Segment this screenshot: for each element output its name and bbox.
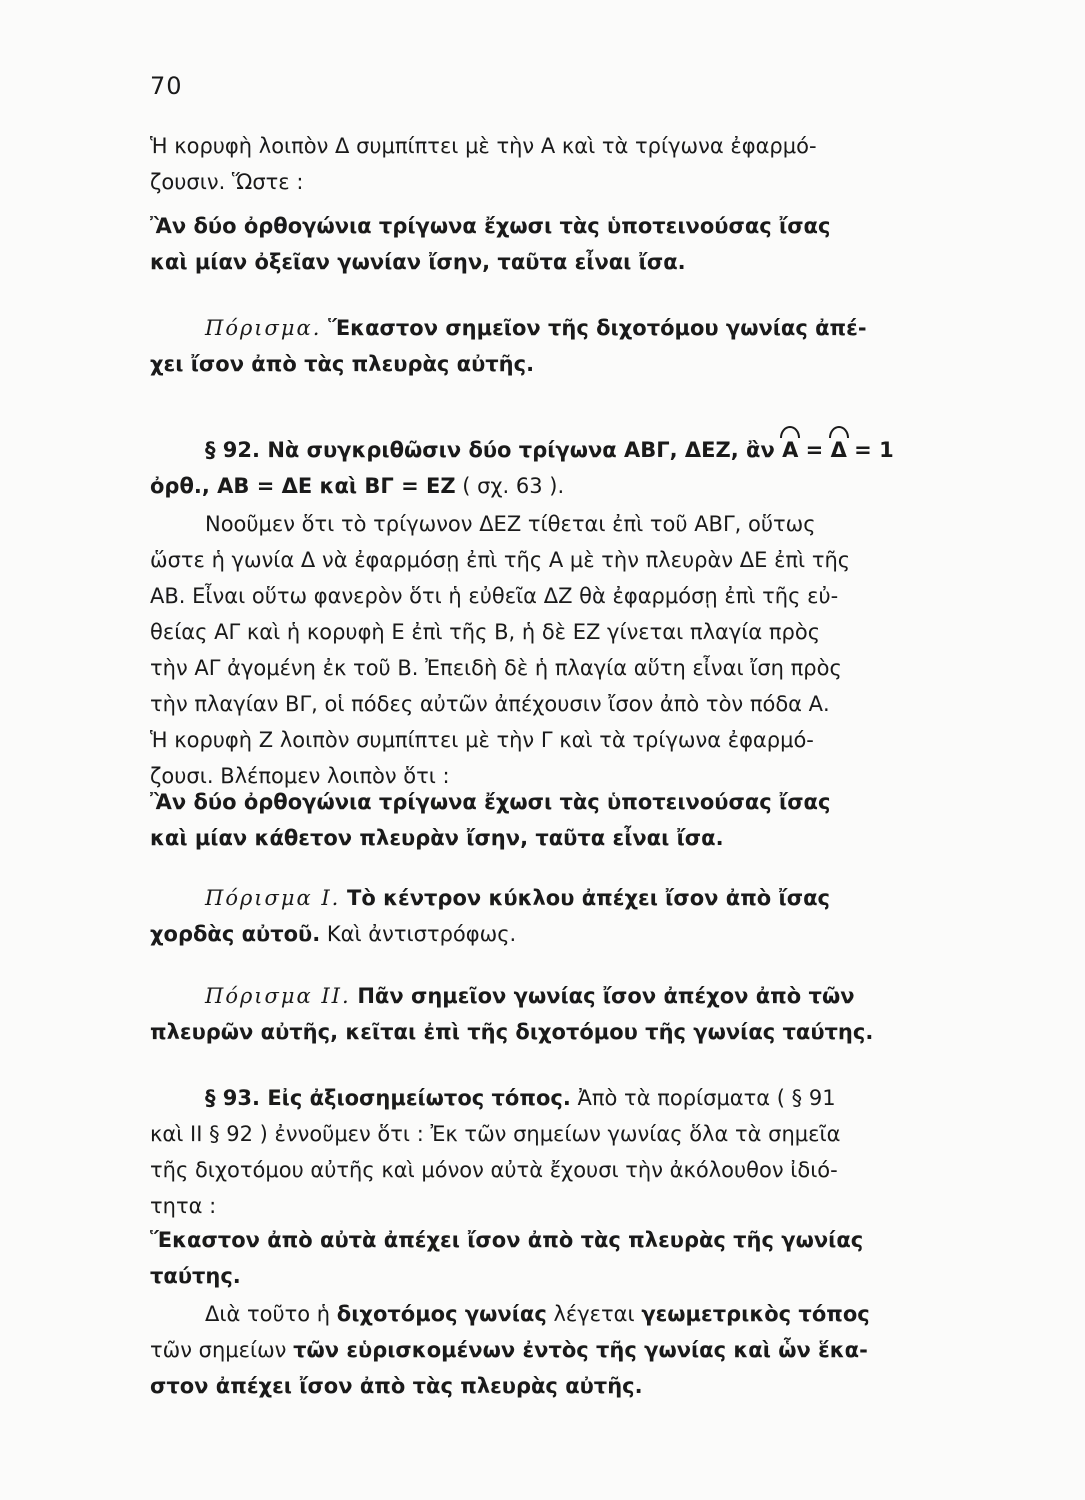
equals-sign: = bbox=[805, 438, 824, 462]
text-line: Ἡ κορυφὴ λοιπὸν Δ συμπίπτει μὲ τὴν Α καὶ τὰ τρίγωνα ἐφαρμό- bbox=[150, 134, 817, 158]
paragraph-proof bbox=[150, 506, 992, 794]
text-line: τὴν ΑΓ ἀγομένη ἐκ τοῦ Β. Ἐπειδὴ δὲ ἡ πλαγία αὕτη εἶναι ἴση πρὸς bbox=[150, 656, 842, 680]
text-line: θείας ΑΓ καὶ ἡ κορυφὴ Ε ἐπὶ τῆς Β, ἡ δὲ ΕΖ γίνεται πλαγία πρὸς bbox=[150, 620, 821, 644]
text-line: ζουσιν. Ὥστε : bbox=[150, 170, 304, 194]
text-line: ΑΒ. Εἶναι οὕτω φανερὸν ὅτι ἡ εὐθεῖα ΔΖ θὰ ἐφαρμόσῃ ἐπὶ τῆς εὐ- bbox=[150, 584, 839, 608]
page-number: 70 bbox=[150, 72, 183, 100]
text-line: τῆς διχοτόμου αὐτῆς καὶ μόνον αὐτὰ ἔχουσι τὴν ἀκόλουθον ἰδιό- bbox=[150, 1158, 838, 1182]
text-line: τὴν πλαγίαν ΒΓ, οἱ πόδες αὐτῶν ἀπέχουσιν ἴσον ἀπὸ τὸν πόδα Α. bbox=[150, 692, 830, 716]
angle-d: Δ bbox=[830, 438, 847, 462]
corollary-1 bbox=[150, 880, 992, 952]
text-line: Ἕκαστον ἀπὸ αὐτὰ ἀπέχει ἴσον ἀπὸ τὰς πλευρὰς τῆς γωνίας bbox=[150, 1228, 864, 1252]
text-segment: τῶν εὑρισκομένων ἐντὸς τῆς γωνίας καὶ ὧν ἕκα- bbox=[293, 1338, 868, 1362]
text-line: καὶ μίαν κάθετον πλευρὰν ἴσην, ταῦτα εἶναι ἴσα. bbox=[150, 826, 724, 850]
text-line: πλευρῶν αὐτῆς, κεῖται ἐπὶ τῆς διχοτόμου τῆς γωνίας ταύτης. bbox=[150, 1020, 874, 1044]
text-line: Ἕκαστον σημεῖον τῆς διχοτόμου γωνίας ἀπέ- bbox=[328, 316, 867, 340]
text-line: Πᾶν σημεῖον γωνίας ἴσον ἀπέχον ἀπὸ τῶν bbox=[357, 984, 855, 1008]
section-92-title: § 92. Νὰ συγκριθῶσιν δύο τρίγωνα ΑΒΓ, ΔΕΖ, ἂν bbox=[205, 438, 775, 462]
corollary-label: Πόρισμα. bbox=[205, 316, 322, 340]
text-line: ταύτης. bbox=[150, 1264, 241, 1288]
text-line: Ἂν δύο ὀρθογώνια τρίγωνα ἔχωσι τὰς ὑποτεινούσας ἴσας bbox=[150, 214, 831, 238]
corollary-label: Πόρισμα Ι. bbox=[205, 886, 341, 910]
section-93 bbox=[150, 1080, 992, 1224]
text-line: καὶ μίαν ὀξεῖαν γωνίαν ἴσην, ταῦτα εἶναι ἴσα. bbox=[150, 250, 686, 274]
text-line: καὶ ΙΙ § 92 ) ἐννοῦμεν ὅτι : Ἐκ τῶν σημείων γωνίας ὅλα τὰ σημεῖα bbox=[150, 1122, 841, 1146]
text-segment: λέγεται bbox=[553, 1302, 635, 1326]
text-segment: Διὰ τοῦτο ἡ bbox=[205, 1302, 331, 1326]
paragraph-locus bbox=[150, 1296, 992, 1404]
text-line: Ἡ κορυφὴ Ζ λοιπὸν συμπίπτει μὲ τὴν Γ καὶ τὰ τρίγωνα ἐφαρμό- bbox=[150, 728, 814, 752]
text-line: Νοοῦμεν ὅτι τὸ τρίγωνον ΔΕΖ τίθεται ἐπὶ τοῦ ΑΒΓ, οὕτως bbox=[205, 512, 816, 536]
text-line: τητα : bbox=[150, 1194, 217, 1218]
text-segment: τῶν σημείων bbox=[150, 1338, 287, 1362]
conditions: ὀρθ., ΑΒ = ΔΕ καὶ ΒΓ = ΕΖ bbox=[150, 474, 456, 498]
text-line: Τὸ κέντρον κύκλου ἀπέχει ἴσον ἀπὸ ἴσας bbox=[347, 886, 830, 910]
corollary-label: Πόρισμα ΙΙ. bbox=[205, 984, 351, 1008]
theorem-2 bbox=[150, 784, 992, 856]
text-segment: διχοτόμος γωνίας bbox=[336, 1302, 547, 1326]
theorem-3 bbox=[150, 1222, 992, 1294]
text-line: ὥστε ἡ γωνία Δ νὰ ἐφαρμόσῃ ἐπὶ τῆς Α μὲ τὴν πλευρὰν ΔΕ ἐπὶ τῆς bbox=[150, 548, 851, 572]
corollary-2 bbox=[150, 978, 992, 1050]
text-line: στον ἀπέχει ἴσον ἀπὸ τὰς πλευρὰς αὐτῆς. bbox=[150, 1374, 643, 1398]
corollary bbox=[150, 310, 992, 382]
text-line: Ἂν δύο ὀρθογώνια τρίγωνα ἔχωσι τὰς ὑποτεινούσας ἴσας bbox=[150, 790, 831, 814]
paragraph-intro bbox=[150, 128, 992, 200]
text-line: χορδὰς αὐτοῦ. bbox=[150, 922, 321, 946]
text-line: Ἀπὸ τὰ πορίσματα ( § 91 bbox=[577, 1086, 836, 1110]
text-segment: γεωμετρικὸς τόπος bbox=[641, 1302, 870, 1326]
section-93-title: § 93. Εἰς ἀξιοσημείωτος τόπος. bbox=[205, 1086, 571, 1110]
angle-a: Α bbox=[782, 438, 799, 462]
equals-one: = 1 bbox=[854, 438, 894, 462]
text-line: χει ἴσον ἀπὸ τὰς πλευρὰς αὐτῆς. bbox=[150, 352, 535, 376]
text-line: ζουσι. Βλέπομεν λοιπὸν ὅτι : bbox=[150, 764, 450, 788]
theorem-1 bbox=[150, 208, 992, 280]
section-92-heading bbox=[150, 432, 992, 504]
figure-ref: ( σχ. 63 ). bbox=[462, 474, 565, 498]
text-line: Καὶ ἀντιστρόφως. bbox=[326, 922, 517, 946]
